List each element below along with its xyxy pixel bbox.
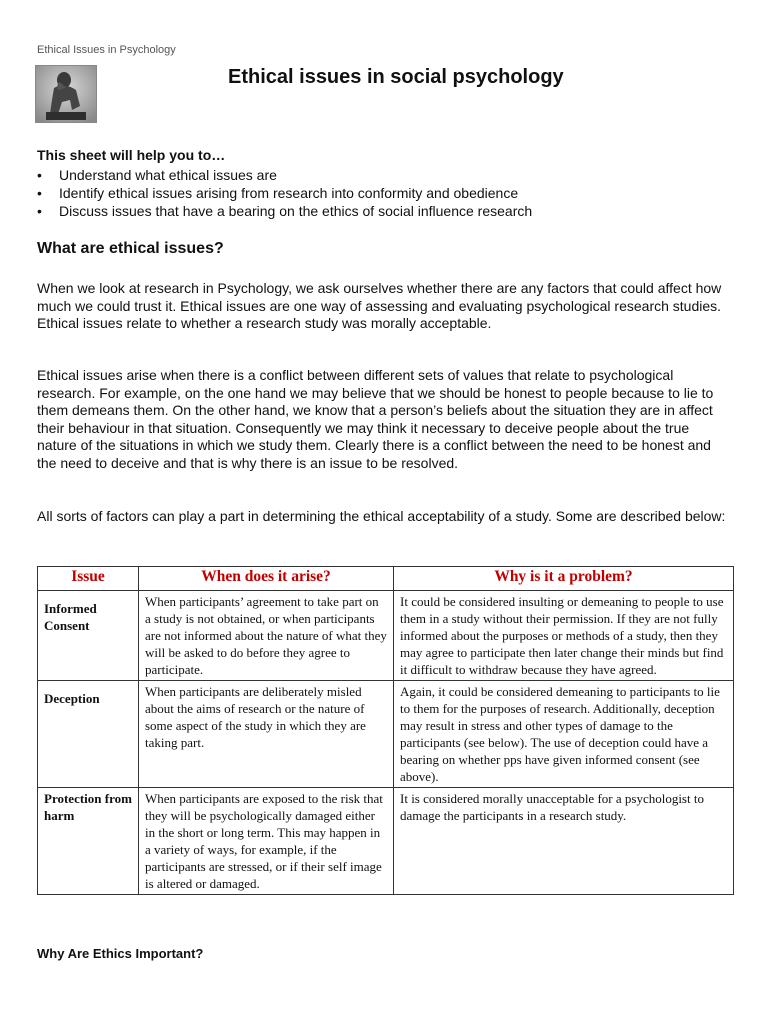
table-row xyxy=(38,681,734,788)
paragraph-intro: When we look at research in Psychology, we ask ourselves whether there are any factors that could affect how much we could trust it. Ethical issues are one way of assessing and evaluating psychological research studies. Ethical issues relate to whether a research study was morally acceptable. xyxy=(37,280,722,331)
list-item-text: Discuss issues that have a bearing on the ethics of social influence research xyxy=(59,203,533,219)
list-item xyxy=(37,202,532,220)
statue-illustration xyxy=(36,66,96,122)
issue-cell: Informed Consent xyxy=(38,591,139,681)
section-heading: What are ethical issues? xyxy=(37,240,224,257)
bullet-icon: • xyxy=(37,185,42,201)
why-cell: It is considered morally unacceptable for a psychologist to damage the participants in a research study. xyxy=(394,788,734,895)
column-header-when: When does it arise? xyxy=(139,567,394,591)
when-cell: When participants are deliberately misled about the aims of research or the nature of some aspect of the study in which they are taking part. xyxy=(139,681,394,788)
table-header-row xyxy=(38,567,734,591)
thinker-statue-image xyxy=(35,65,97,123)
why-cell: Again, it could be considered demeaning to participants to lie to them for the purposes of research. Additionally, deception may result in stress and other types of damage to the participants (see below). The use of deception could have a bearing on whether pps have given informed consent (see above). xyxy=(394,681,734,788)
table-row xyxy=(38,788,734,895)
list-item-text: Identify ethical issues arising from research into conformity and obedience xyxy=(59,185,519,201)
list-item xyxy=(37,166,532,184)
document-title: Ethical issues in social psychology xyxy=(228,66,564,88)
paragraph-factors: All sorts of factors can play a part in determining the ethical acceptability of a study. Some are described below: xyxy=(37,508,726,524)
issue-cell: Deception xyxy=(38,681,139,788)
why-cell: It could be considered insulting or demeaning to people to use them in a study without their permission. If they are not fully informed about the purposes or methods of a study, then they may agree to participate then later change their minds but find it difficult to withdraw because they have agreed. xyxy=(394,591,734,681)
when-cell: When participants are exposed to the risk that they will be psychologically damaged either in the short or long term. This may happen in a variety of ways, for example, if the participants are stressed, or if their self image is altered or damaged. xyxy=(139,788,394,895)
intro-heading: This sheet will help you to… xyxy=(37,147,226,163)
ethical-issues-table xyxy=(37,566,734,895)
paragraph-conflict: Ethical issues arise when there is a conflict between different sets of values that relate to psychological research. For example, on the one hand we may believe that we should be honest to people because to lie to them demeans them. On the other hand, we know that a person’s beliefs about the situation they are in affect their behaviour in that situation. Consequently we may think it necessary to deceive people about the true nature of the situations in which we study them. Clearly there is a conflict between the need to be honest and the need to deceive and that is why there is an issue to be resolved. xyxy=(37,367,714,471)
bullet-icon: • xyxy=(37,167,42,183)
running-header: Ethical Issues in Psychology xyxy=(37,44,176,56)
objectives-list xyxy=(37,166,532,220)
bullet-icon: • xyxy=(37,203,42,219)
when-cell: When participants’ agreement to take part on a study is not obtained, or when participants are not informed about the nature of what they will be asked to do before they agree to participate. xyxy=(139,591,394,681)
list-item xyxy=(37,184,532,202)
table-row xyxy=(38,591,734,681)
column-header-why: Why is it a problem? xyxy=(394,567,734,591)
footer-heading: Why Are Ethics Important? xyxy=(37,946,204,961)
issue-cell: Protection from harm xyxy=(38,788,139,895)
list-item-text: Understand what ethical issues are xyxy=(59,167,277,183)
column-header-issue: Issue xyxy=(38,567,139,591)
